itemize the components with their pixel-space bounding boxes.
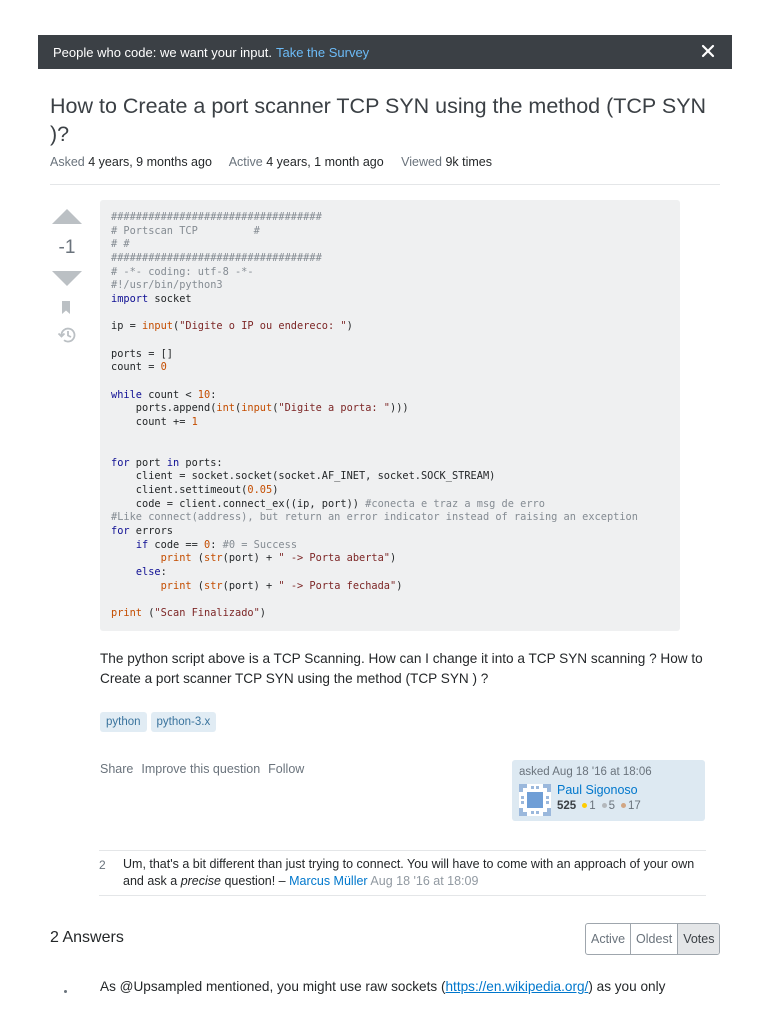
active-label: Active [228,155,263,169]
tag-list [100,712,216,732]
downvote-button[interactable] [52,271,82,286]
question-body: The python script above is a TCP Scanning. How can I change it into a TCP SYN scanning ? How to Create a port scanner TCP SYN using the method (TCP SYN ) ? [100,651,703,686]
silver-badge-count: 5 [608,800,615,812]
answers-heading: 2 Answers [50,929,124,946]
question-meta [50,155,506,169]
viewed-label: Viewed [401,155,442,169]
banner-text: People who code: we want your input. [53,44,272,60]
bronze-badge-count: 17 [628,800,641,812]
bookmark-icon[interactable] [60,300,72,321]
vote-count: -1 [58,237,76,258]
divider [50,184,720,185]
viewed-value: 9k times [445,155,492,169]
sort-votes[interactable]: Votes [677,924,719,954]
comment-divider [99,850,706,851]
answer-body [100,979,665,994]
answer-text: ) as you only [588,979,666,994]
comment-text-part: Um, that's a bit different than just trying to connect. You will have to come with an approach of your own and ask a [123,857,695,888]
owner-card [512,760,705,821]
question-title[interactable]: How to Create a port scanner TCP SYN using the method (TCP SYN )? [50,94,707,146]
close-icon[interactable] [700,43,716,59]
gold-badge-count: 1 [589,800,596,812]
sort-oldest[interactable]: Oldest [630,924,677,954]
asked-value: 4 years, 9 months ago [88,155,212,169]
comment-score: 2 [99,858,106,872]
avatar[interactable] [519,784,551,816]
improve-question-link[interactable]: Improve this question [141,762,261,776]
comment-user[interactable]: Marcus Müller [289,874,368,888]
gold-badge-icon [582,803,587,808]
share-link[interactable]: Share [100,762,134,776]
owner-name[interactable]: Paul Sigonoso [557,783,638,797]
tag-python[interactable]: python [100,712,147,732]
reputation-score: 525 [557,800,577,812]
tag-python-3x[interactable]: python-3.x [151,712,217,732]
comment-text [123,856,703,890]
owner-reputation [557,800,641,812]
silver-badge-icon [602,803,607,808]
comment-date[interactable]: Aug 18 '16 at 18:09 [370,874,479,888]
active-value[interactable]: 4 years, 1 month ago [266,155,384,169]
take-survey-link[interactable]: Take the Survey [275,44,370,60]
comment-emphasis: precise [180,874,221,888]
answer-sort-tabs [585,923,720,955]
comment-divider [99,895,706,896]
sort-active[interactable]: Active [591,932,626,946]
asked-label: Asked [50,155,85,169]
code-text: ################################## # Portscan TCP # # # ################################## # -*- coding: utf-8 -*- #!/usr/bin/python3 import socket ip = input("Digite o IP ou endereco: ") ports = [] count = 0 while count < 10: ports.append(int(input("Digite a porta: "))) count += 1 for port in ports: client = socket.socket(socket.AF_INET, socket.SOCK_STREAM) client.settimeout(0.05) code = client.connect_ex((ip, port)) #conecta e traz a msg de erro #Like connect(address), but return an error indicator instead of raising an exception for errors if code == 0: #0 = Success print (str(port) + " -> Porta aberta") else: print (str(port) + " -> Porta fechada") print ("Scan Finalizado") [111,211,638,620]
code-block [100,200,680,631]
upvote-button[interactable] [52,209,82,224]
answer-text: As @Upsampled mentioned, you might use raw sockets ( [100,979,446,994]
asked-date: asked Aug 18 '16 at 18:06 [519,766,652,778]
answer-link[interactable]: https://en.wikipedia.org/ [445,979,589,994]
bronze-badge-icon [621,803,626,808]
post-menu [100,762,304,776]
comment-text-part: question! – [220,874,286,888]
answer-vote-indicator [64,990,67,993]
survey-banner [38,35,732,69]
history-icon[interactable] [57,326,77,349]
follow-link[interactable]: Follow [268,762,305,776]
